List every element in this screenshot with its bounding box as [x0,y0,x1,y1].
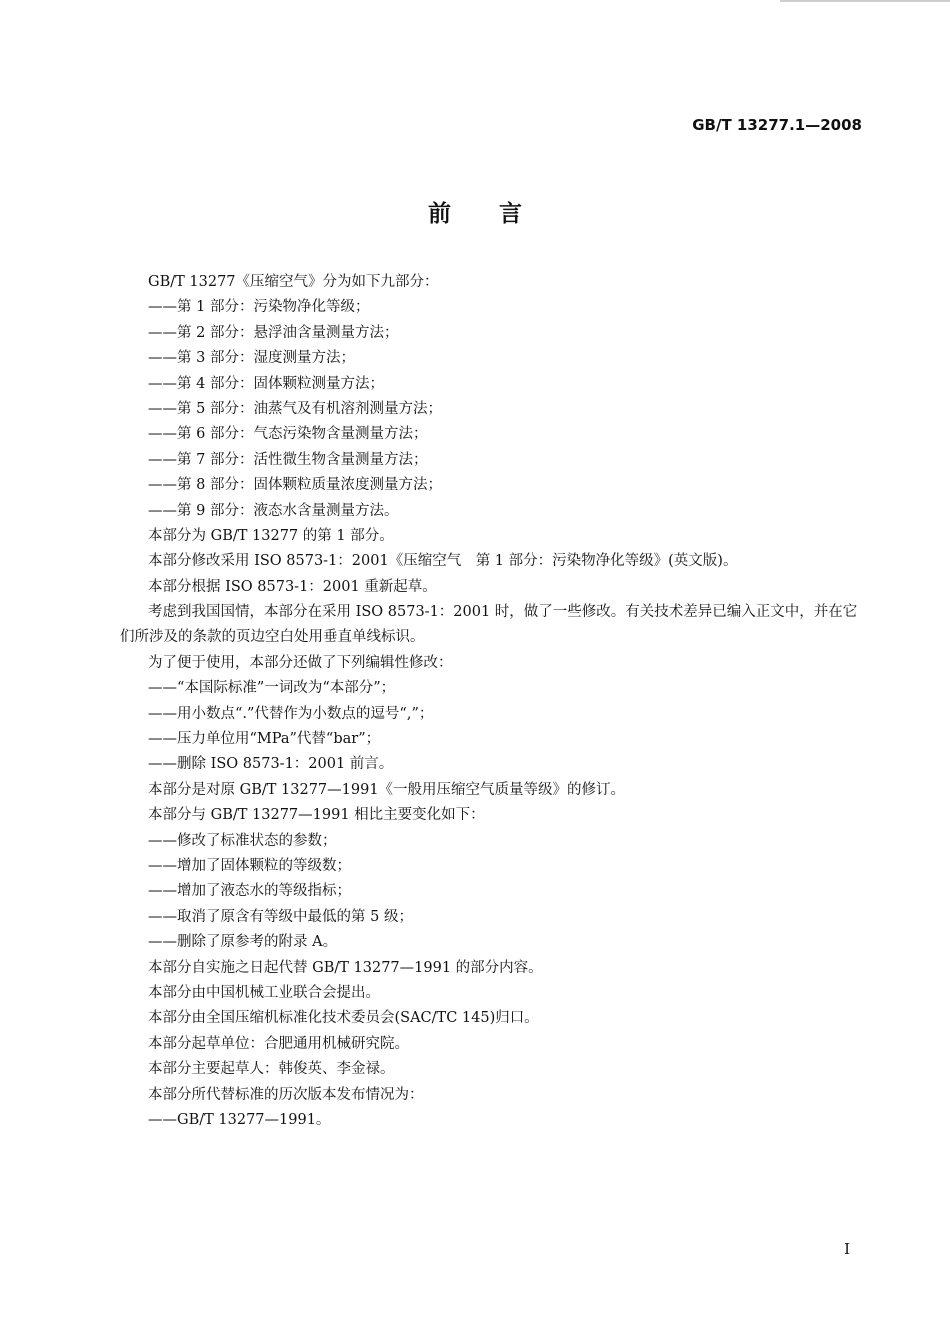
paragraph-modified-adoption: 本部分修改采用 ISO 8573-1：2001《压缩空气 第 1 部分：污染物净化等级》(英文版)。 [148,553,738,570]
editorial-list-item: ——压力单位用“MPa”代替“bar”； [148,731,381,748]
editorial-list-item: ——删除 ISO 8573-1：2001 前言。 [148,756,394,773]
part-list-item: ——第 8 部分：固体颗粒质量浓度测量方法； [148,477,442,494]
part-list-item: ——第 2 部分：悬浮油含量测量方法； [148,324,399,341]
editorial-list-item: ——“本国际标准”一词改为“本部分”； [148,680,396,697]
paragraph-centralized: 本部分由全国压缩机标准化技术委员会(SAC/TC 145)归口。 [148,1010,539,1027]
change-list-item: ——取消了原含有等级中最低的第 5 级； [148,908,413,925]
part-list-item: ——第 7 部分：活性微生物含量测量方法； [148,451,428,468]
intro-paragraph: GB/T 13277《压缩空气》分为如下九部分： [148,274,439,290]
change-list-item: ——增加了固体颗粒的等级数； [148,858,351,875]
part-list-item: ——第 6 部分：气态污染物含量测量方法； [148,426,428,443]
history-list-item: ——GB/T 13277—1991。 [148,1111,331,1128]
document-body [120,270,860,1133]
paragraph-drafting-unit: 本部分起草单位：合肥通用机械研究院。 [148,1035,409,1052]
paragraph-replaces: 本部分自实施之日起代替 GB/T 13277—1991 的部分内容。 [148,959,543,976]
paragraph-considering: 考虑到我国国情，本部分在采用 ISO 8573-1：2001 时，做了一些修改。有关技术差异已编入正文中，并在它们所涉及的条款的页边空白处用垂直单线标识。 [120,604,858,646]
change-list-item: ——修改了标准状态的参数； [148,832,337,849]
part-list-item: ——第 1 部分：污染物净化等级； [148,299,370,316]
paragraph-part-of: 本部分为 GB/T 13277 的第 1 部分。 [148,527,394,544]
paragraph-changes-intro: 本部分与 GB/T 13277—1991 相比主要变化如下： [148,807,485,824]
part-list-item: ——第 4 部分：固体颗粒测量方法； [148,375,384,392]
paragraph-drafters: 本部分主要起草人：韩俊英、李金禄。 [148,1061,395,1078]
page-title: 前言 [428,201,570,227]
change-list-item: ——删除了原参考的附录 A。 [148,934,338,951]
paragraph-revision: 本部分是对原 GB/T 13277—1991《一般用压缩空气质量等级》的修订。 [148,781,626,798]
paragraph-editorial-intro: 为了便于使用，本部分还做了下列编辑性修改： [148,654,453,671]
part-list-item: ——第 9 部分：液态水含量测量方法。 [148,502,399,519]
scan-edge-line [780,0,950,2]
page-number: I [844,1240,850,1258]
paragraph-history: 本部分所代替标准的历次版本发布情况为： [148,1086,424,1103]
part-list-item: ——第 5 部分：油蒸气及有机溶剂测量方法； [148,400,442,417]
part-list-item: ——第 3 部分：湿度测量方法； [148,350,355,367]
standard-number: GB/T 13277.1—2008 [692,116,862,134]
paragraph-redrafted: 本部分根据 ISO 8573-1：2001 重新起草。 [148,578,437,595]
paragraph-proposed: 本部分由中国机械工业联合会提出。 [148,984,380,1001]
change-list-item: ——增加了液态水的等级指标； [148,883,351,900]
editorial-list-item: ——用小数点“.”代替作为小数点的逗号“,”； [148,705,434,722]
